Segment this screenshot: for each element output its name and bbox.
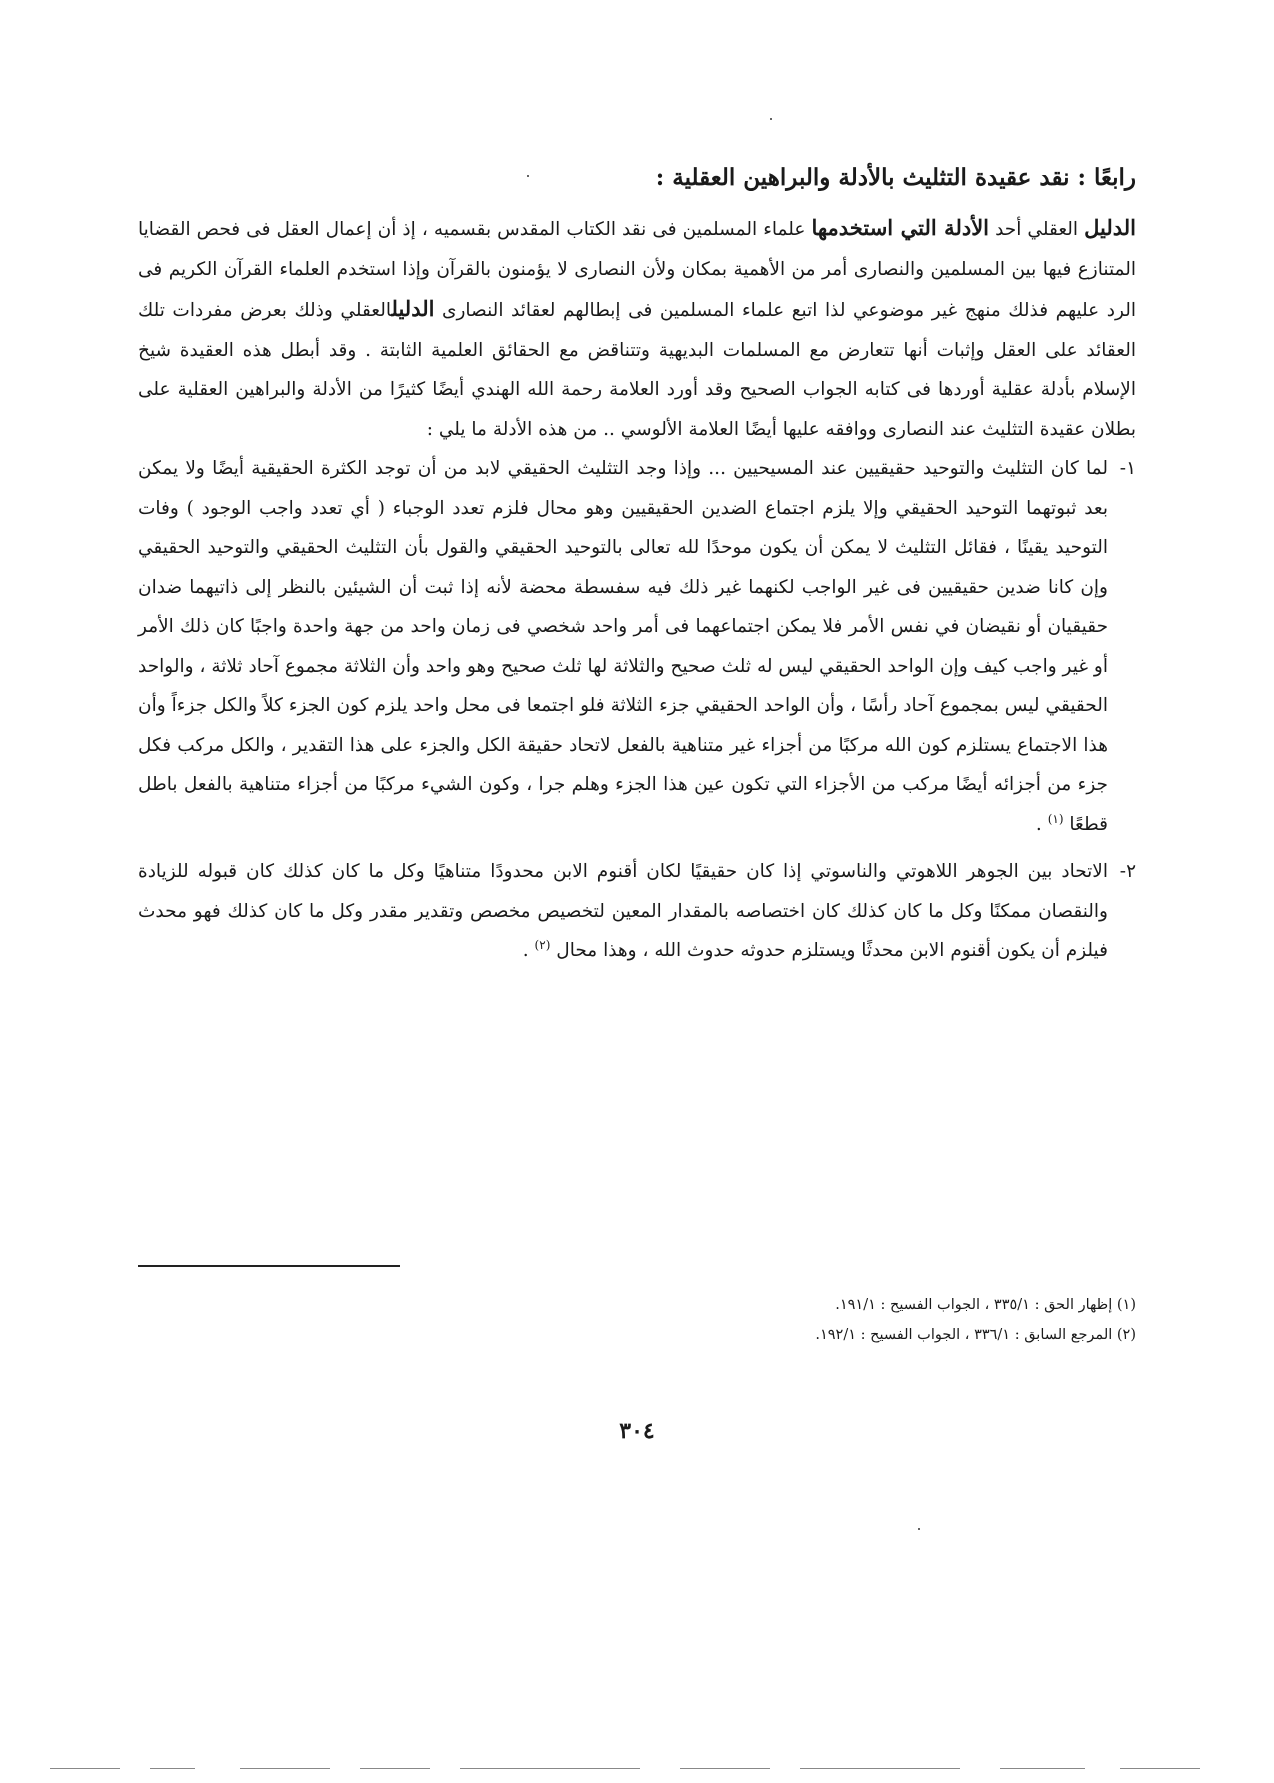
item-number: ١- (1119, 458, 1136, 479)
item-text: الاتحاد بين الجوهر اللاهوتي والناسوتي إذا كان حقيقيًا لكان أقنوم الابن محدودًا متناهيًا وكل ما كان كذلك كان قبوله للزيادة والنقصان ممكنًا وكل ما كان كذلك كان اختصاصه بالمقدار المعين لتخصيص مخصص وتقدير مقدر وكل ما كان كذلك فهو محدث فيلزم أن يكون أقنوم الابن محدثًا ويستلزم حدوثه حدوث الله ، وهذا محال (138, 861, 1108, 961)
evidence-list (138, 449, 1136, 971)
footnote: (٢) المرجع السابق : ٣٣٦/١ ، الجواب الفسيح : ١٩٢/١. (815, 1327, 1136, 1343)
item-number: ٢- (1119, 861, 1136, 882)
footnote-ref[interactable]: (٢) (534, 937, 551, 952)
item-end: . (1035, 813, 1048, 835)
list-item (138, 852, 1136, 971)
scan-edge-mark (360, 1768, 430, 1769)
item-end: . (522, 940, 535, 961)
intro-text-1: العقلي أحد (989, 219, 1085, 240)
intro-text-3: العقلي وذلك بعرض مفردات تلك العقائد على العقل وإثبات أنها تتعارض مع المسلمات البديهية وتتناقض مع الحقائق العلمية الثابتة . وقد أبطل هذه العقيدة شيخ الإسلام بأدلة عقلية أوردها فى كتابه الجواب الصحيح وقد أورد العلامة رحمة الله الهندي أيضًا كثيرًا من الأدلة والبراهين العقلية على بطلان عقيدة التثليث عند النصارى ووافقه عليها أيضًا العلامة الألوسي .. من هذه الأدلة ما يلي : (138, 300, 1136, 440)
scan-speck (527, 175, 529, 177)
footnote-ref[interactable]: (١) (1047, 811, 1064, 826)
scan-edge-mark (1000, 1768, 1085, 1769)
scan-edge-mark (1120, 1768, 1200, 1769)
intro-emphasis-2: الدليل (391, 296, 435, 321)
scan-edge-mark (150, 1768, 195, 1769)
footnote: (١) إظهار الحق : ٣٣٥/١ ، الجواب الفسيح : ١٩١/١. (835, 1297, 1136, 1313)
scan-speck (770, 118, 772, 120)
section-heading: رابعًا : نقد عقيدة التثليث بالأدلة والبراهين العقلية : (655, 164, 1136, 191)
scan-edge-mark (240, 1768, 330, 1769)
page-number: ٣٠٤ (619, 1418, 655, 1444)
footnotes (138, 1290, 1136, 1350)
intro-text-2: علماء المسلمين فى نقد الكتاب المقدس بقسميه ، إذ أن إعمال العقل فى فحص القضايا المتنازع فيها بين المسلمين والنصارى أمر من الأهمية بمكان ولأن النصارى لا يؤمنون بالقرآن وإذا استخدم العلماء القرآن الكريم فى الرد عليهم فذلك منهج غير موضوعي لذا اتبع علماء المسلمين فى إبطالهم لعقائد النصارى (138, 219, 1136, 321)
scan-edge-mark (50, 1768, 120, 1769)
scan-edge-mark (680, 1768, 770, 1769)
scan-speck (918, 1528, 920, 1530)
list-item (138, 449, 1136, 844)
footnote-divider (138, 1265, 400, 1267)
intro-emphasis-1: الأدلة التي استخدمها (811, 215, 990, 240)
main-content (138, 158, 1136, 979)
scan-edge-mark (460, 1768, 640, 1769)
lead-word: الدليل (1084, 215, 1137, 240)
item-text: لما كان التثليث والتوحيد حقيقيين عند المسيحيين ... وإذا وجد التثليث الحقيقي لابد من أن توجد الكثرة الحقيقية أيضًا ولا يمكن بعد ثبوتهما التوحيد الحقيقي وإلا يلزم اجتماع الضدين الحقيقيين وهو محال فلزم تعدد الوجباء ( أي تعدد واجب الوجود ) وفات التوحيد يقينًا ، فقائل التثليث لا يمكن أن يكون موحدًا لله تعالى بالتوحيد الحقيقي والقول بأن التثليث الحقيقي والتوحيد الحقيقي وإن كانا ضدين حقيقيين فى غير الواجب لكنهما غير ذلك فيه سفسطة محضة لأنه إذا ثبت أن الشيئين بالنظر إلى ذاتيهما ضدان حقيقيان أو نقيضان في نفس الأمر فلا يمكن اجتماعهما فى أمر واحد شخصي فى زمان واحد من جهة واحدة واجبًا كان ذلك الأمر أو غير واجب كيف وإن الواحد الحقيقي ليس له ثلث صحيح والثلاثة لها ثلث صحيح وهو واحد وأن الثلاثة مجموع آحاد ثلاثة ، والواحد الحقيقي ليس بمجموع آحاد رأسًا ، وأن الواحد الحقيقي جزء الثلاثة فلو اجتمعا فى محل واحد يلزم كون الجزء كلاً والكل جزءاً وأن هذا الاجتماع يستلزم كون الله مركبًا من أجزاء غير متناهية بالفعل لاتحاد حقيقة الكل والجزء على هذا التقدير ، والكل مركب فكل جزء من أجزائه أيضًا مركب من الأجزاء التي تكون عين هذا الجزء وهلم جرا ، وكون الشيء مركبًا من أجزاء متناهية بالفعل باطل قطعًا (138, 458, 1108, 835)
intro-paragraph (138, 208, 1136, 449)
scan-edge-mark (800, 1768, 960, 1769)
